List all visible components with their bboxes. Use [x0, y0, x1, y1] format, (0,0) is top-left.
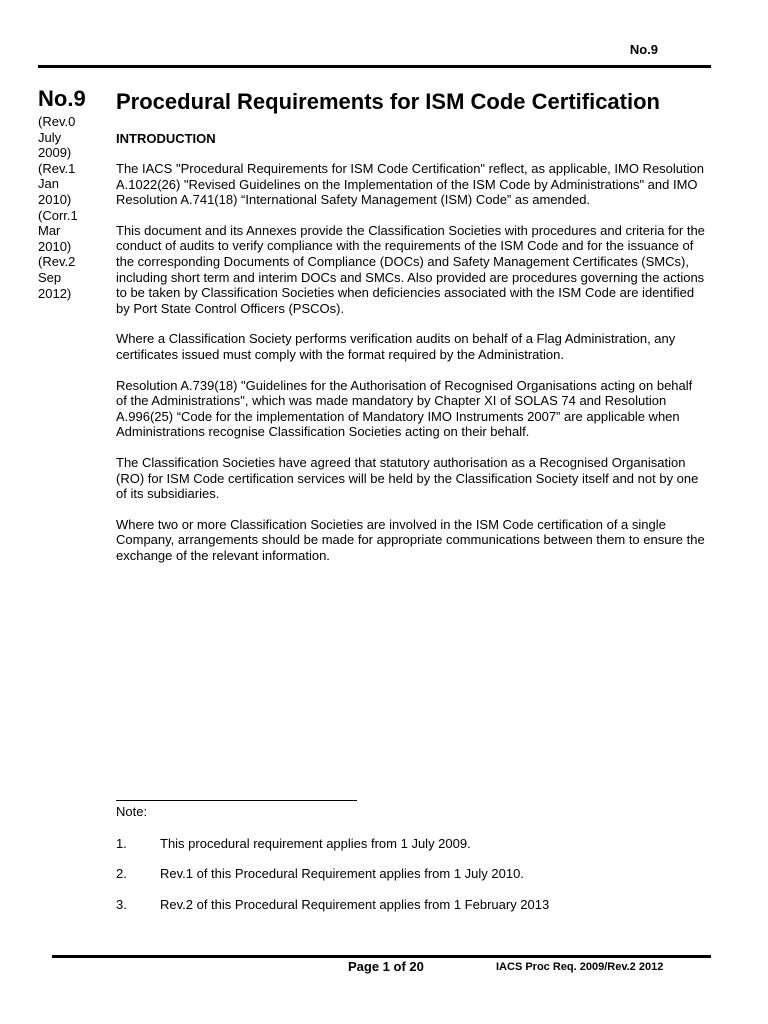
footnote-divider — [116, 800, 357, 801]
revision-entry: (Corr.1 Mar 2010) — [38, 207, 78, 254]
revision-entry: (Rev.1 Jan 2010) — [38, 160, 76, 207]
header-doc-number: No.9 — [629, 42, 658, 57]
footer-rule — [52, 955, 711, 958]
note-text: Rev.2 of this Procedural Requirement applies from 1 February 2013 — [160, 897, 550, 912]
body-paragraph: The Classification Societies have agreed that statutory authorisation as a Recognised Organisation (RO) for ISM Code certification services will be held by the Classification Society itself and not by one of its subsidiaries. — [116, 454, 699, 502]
notes-label: Note: — [116, 804, 148, 819]
page-number: Page 1 of 20 — [348, 959, 424, 974]
document-reference: IACS Proc Req. 2009/Rev.2 2012 — [496, 961, 664, 973]
note-number: 1. — [116, 836, 127, 851]
sidebar-doc-number: No.9 — [38, 86, 86, 111]
revision-sidebar — [38, 86, 104, 301]
note-text: Rev.1 of this Procedural Requirement applies from 1 July 2010. — [160, 866, 524, 881]
body-paragraph: Where a Classification Society performs verification audits on behalf of a Flag Administration, any certificates issued must comply with the format required by the Administration. — [116, 331, 676, 362]
section-heading-introduction: INTRODUCTION — [116, 131, 216, 146]
note-number: 2. — [116, 866, 127, 881]
note-number: 3. — [116, 897, 127, 912]
body-paragraph: This document and its Annexes provide the Classification Societies with procedures and criteria for the conduct of audits to verify compliance with the requirements of the ISM Code and for the issuance of the corresponding Documents of Compliance (DOCs) and Safety Management Certificates (SMCs), including short term and interim DOCs and SMCs. Also provided are procedures governing the actions to be taken by Classification Societies when deficiencies associated with the ISM Code are identified by Port State Control Officers (PSCOs). — [116, 222, 705, 316]
body-paragraph: Where two or more Classification Societies are involved in the ISM Code certification of a single Company, arrangements should be made for appropriate communications between them to ensure the exchange of the relevant information. — [116, 516, 705, 563]
note-text: This procedural requirement applies from 1 July 2009. — [160, 836, 471, 851]
revision-entry: (Rev.0 July 2009) — [38, 114, 76, 161]
note-item — [116, 836, 471, 852]
body-paragraph: Resolution A.739(18) "Guidelines for the Authorisation of Recognised Organisations acting on behalf of the Administrations", which was made mandatory by Chapter XI of SOLAS 74 and Resolution A.996(25) “Code for the implementation of Mandatory IMO Instruments 2007” are applicable when Administrations recognise Classification Societies acting on their behalf. — [116, 377, 693, 440]
body-paragraph: The IACS "Procedural Requirements for ISM Code Certification" reflect, as applicable, IMO Resolution A.1022(26) "Revised Guidelines on the Implementation of the ISM Code by Administrations" and IMO Resolution A.741(18) “International Safety Management (ISM) Code” as amended. — [116, 161, 704, 208]
revision-entry: (Rev.2 Sep 2012) — [38, 254, 76, 301]
note-item — [116, 866, 524, 882]
main-content — [116, 86, 711, 563]
revision-history — [38, 114, 104, 301]
header-rule — [38, 65, 711, 68]
document-title: Procedural Requirements for ISM Code Certification — [116, 89, 660, 114]
note-item — [116, 897, 549, 913]
